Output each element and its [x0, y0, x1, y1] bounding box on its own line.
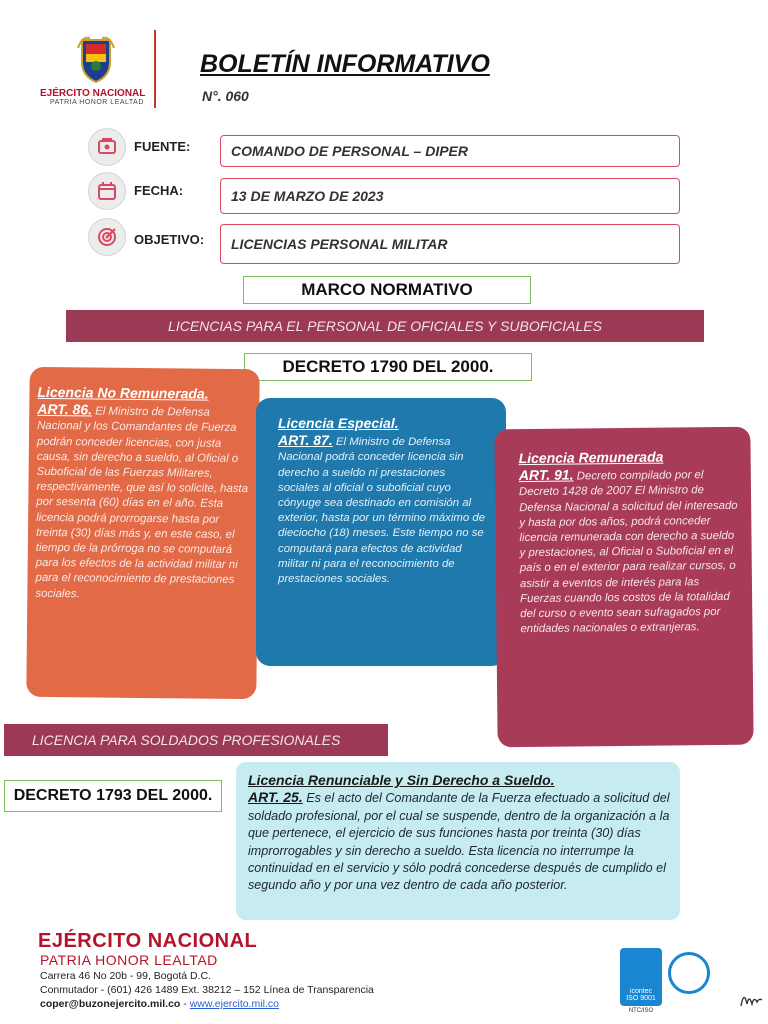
footer-address: Carrera 46 No 20b - 99, Bogotá D.C. [40, 970, 212, 982]
marco-normativo-heading: MARCO NORMATIVO [243, 276, 531, 304]
signature-icon [738, 986, 764, 1012]
fuente-label: FUENTE: [134, 139, 191, 154]
article-text: El Ministro de Defensa Nacional podrá conceder licencia sin derecho a sueldo ni prestaciones sociales al oficial o suboficial cuyo cónyuge sea destinado en comisión al exterior, hasta por un término máximo de dieciocho (18) meses. Este tiempo no se computará para efectos de actividad militar ni para el reconocimiento de prestaciones sociales. [278, 436, 486, 586]
calendar-icon [88, 172, 126, 210]
objetivo-label: OBJETIVO: [134, 232, 205, 247]
header-divider [154, 30, 156, 108]
footer-contact [40, 998, 279, 1010]
card-title: Licencia Especial. [278, 415, 399, 431]
card-body [519, 466, 743, 638]
footer-phone: Conmutador - (601) 426 1489 Ext. 38212 – 152 Línea de Transparencia [40, 984, 374, 996]
article-number: ART. 91. [518, 466, 574, 484]
article-number: ART. 86. [37, 401, 93, 418]
cert-code: ISO 9001 [626, 995, 656, 1002]
fuente-icon [88, 128, 126, 166]
footer-email[interactable]: coper@buzonejercito.mil.co [40, 998, 181, 1010]
card-title: Licencia Renunciable y Sin Derecho a Sueldo. [248, 772, 555, 788]
cert-brand: icontec [629, 988, 653, 995]
fecha-label: FECHA: [134, 183, 184, 198]
decree-1790-heading: DECRETO 1790 DEL 2000. [244, 353, 532, 381]
target-icon [88, 218, 126, 256]
fuente-value: COMANDO DE PERSONAL – DIPER [220, 135, 680, 167]
card-title: Licencia Remunerada [518, 448, 664, 467]
article-text: Decreto compilado por el Decreto 1428 de 2007 El Ministro de Defensa Nacional a solicitud del interesado y hasta por dos años, podrá conceder licencia remunerada con derecho a sueldo y prestaciones, al Oficial o Suboficial en el país o en el exterior para realizar cursos, o asistir a eventos de interés para las Fuerzas cuando los costos de la totalidad del curso o evento sean sufragados por entidades nacionales o extranjeras. [518, 469, 738, 636]
decree-1793-heading: DECRETO 1793 DEL 2000. [4, 780, 222, 812]
footer-web-link[interactable]: www.ejercito.mil.co [189, 998, 279, 1010]
footer-org-name: EJÉRCITO NACIONAL [38, 930, 258, 952]
card-body [35, 402, 251, 604]
certification-seal-icon [668, 952, 710, 994]
fecha-value: 13 DE MARZO DE 2023 [220, 178, 680, 214]
bulletin-number: N°. 060 [202, 88, 249, 104]
card-licencia-renunciable [236, 762, 680, 920]
section1-banner: LICENCIAS PARA EL PERSONAL DE OFICIALES Y SUBOFICIALES [66, 310, 704, 342]
footer-separator: - [180, 998, 190, 1010]
footer-org-motto: PATRIA HONOR LEALTAD [40, 952, 218, 968]
objetivo-value: LICENCIAS PERSONAL MILITAR [220, 224, 680, 264]
header-org-motto: PATRIA HONOR LEALTAD [50, 99, 144, 106]
card-body [278, 433, 486, 587]
article-text: Es el acto del Comandante de la Fuerza efectuado a solicitud del soldado profesional, por el cual se suspende, dentro de la organización a la que pertenece, el ejercicio de sus funciones hasta por treinta (30) días improrrogables y sin derecho a sueldo. Esta licencia no interrumpe la continuidad en el servicio y sólo podrá concederse después de cumplido el segundo año y por una vez dentro de cada año posterior. [248, 791, 670, 893]
card-licencia-no-remunerada [26, 367, 259, 699]
card-body [248, 789, 670, 894]
article-number: ART. 87. [278, 432, 333, 449]
army-crest-icon [76, 34, 116, 84]
card-licencia-remunerada [494, 427, 753, 748]
article-text: El Ministro de Defensa Nacional y los Comandantes de Fuerza podrán conceder licencias, con justa causa, sin derecho a sueldo, al Oficial o Suboficial de las Fuerzas Militares, respectivamente, que así lo solicite, hasta por sesenta (60) días en el año. Esta licencia podrá prorrogarse hasta por treinta (30) días más y, en este caso, el tiempo de la prórroga no se computará para los efectos de la actividad militar ni para el reconocimiento de prestaciones sociales. [35, 405, 249, 600]
card-title: Licencia No Remunerada. [37, 383, 209, 402]
icontec-certification-icon [620, 948, 662, 1006]
page-title: BOLETÍN INFORMATIVO [200, 50, 490, 78]
article-number: ART. 25. [248, 789, 303, 806]
cert-label: NTC/ISO [628, 1008, 654, 1014]
header-org-name: EJÉRCITO NACIONAL [40, 88, 146, 99]
card-licencia-especial [256, 398, 506, 666]
section2-banner: LICENCIA PARA SOLDADOS PROFESIONALES [4, 724, 388, 756]
